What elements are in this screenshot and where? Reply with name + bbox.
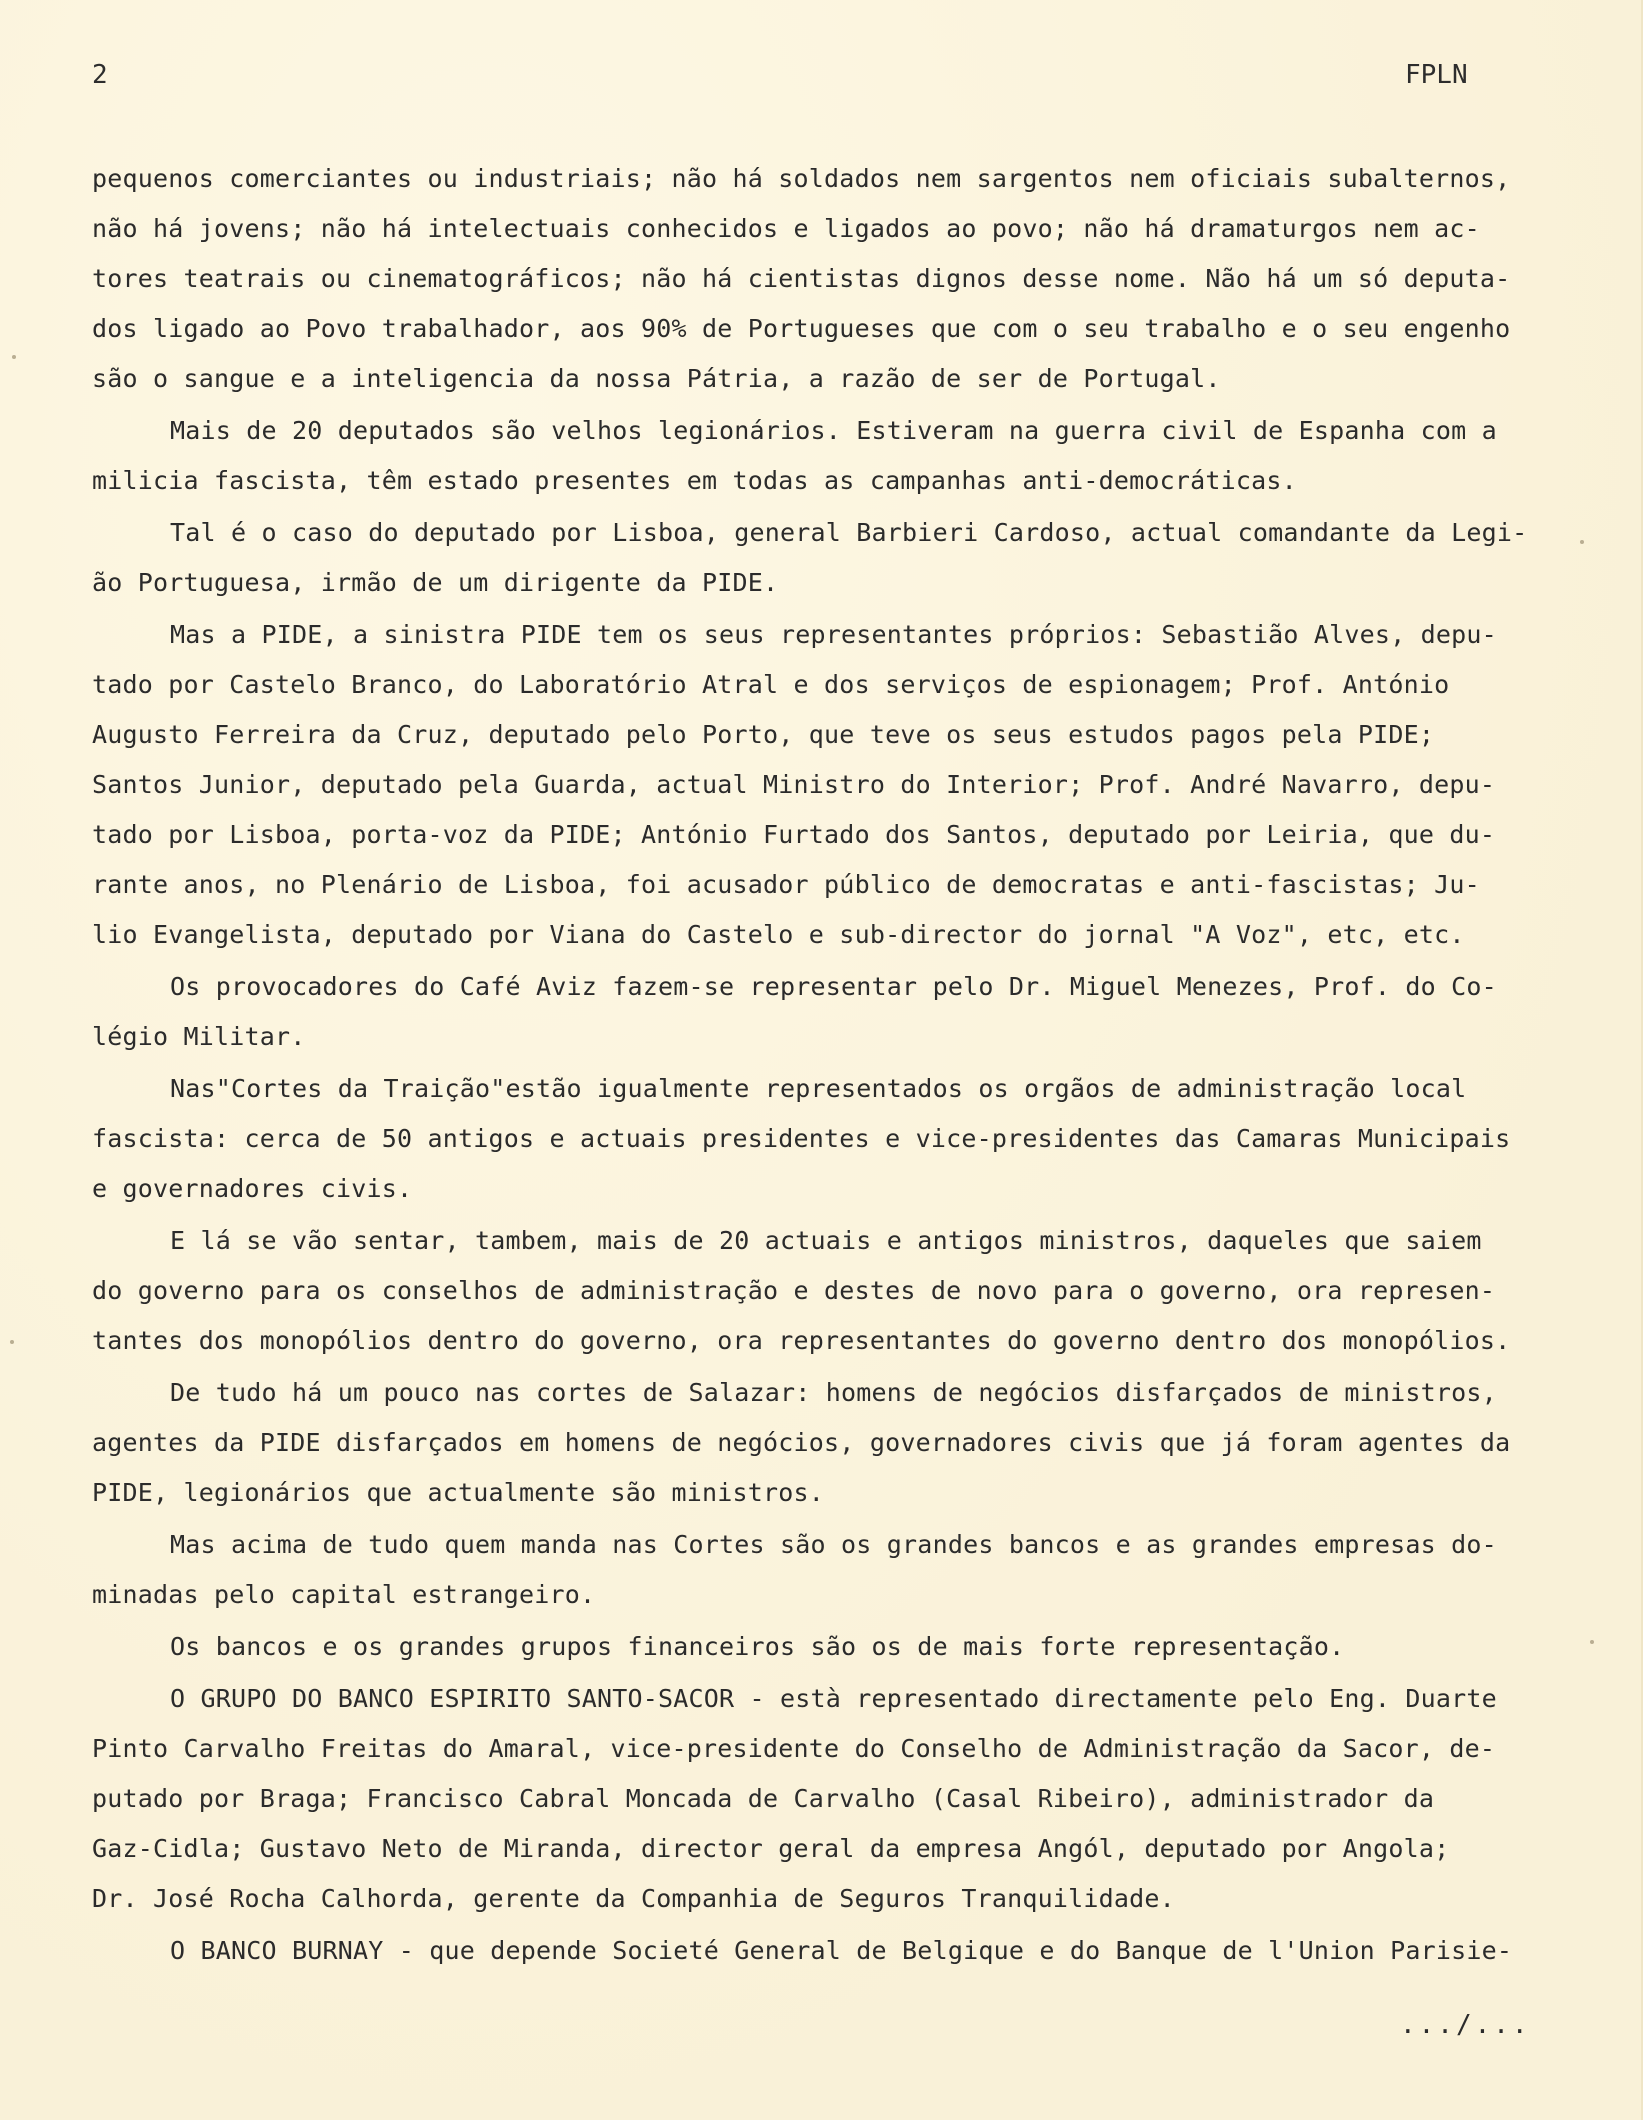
text-line: do governo para os conselhos de administração e destes de novo para o governo, ora represen- <box>92 1276 1496 1305</box>
text-line: Augusto Ferreira da Cruz, deputado pelo Porto, que teve os seus estudos pagos pela PIDE; <box>92 720 1435 749</box>
text-line: agentes da PIDE disfarçados em homens de negócios, governadores civis que já foram agentes da <box>92 1428 1511 1457</box>
paragraph-start: O GRUPO DO BANCO ESPIRITO SANTO-SACOR - està representado directamente pelo Eng. Duarte <box>170 1684 1497 1713</box>
paper-speck <box>1580 540 1584 544</box>
paragraph-start: Mas a PIDE, a sinistra PIDE tem os seus representantes próprios: Sebastião Alves, depu- <box>170 620 1497 649</box>
paragraph-start: De tudo há um pouco nas cortes de Salazar: homens de negócios disfarçados de ministros, <box>170 1378 1497 1407</box>
paragraph-start: Mas acima de tudo quem manda nas Cortes são os grandes bancos e as grandes empresas do- <box>170 1530 1497 1559</box>
text-line: tado por Lisboa, porta-voz da PIDE; António Furtado dos Santos, deputado por Leiria, que du- <box>92 820 1496 849</box>
text-line: PIDE, legionários que actualmente são ministros. <box>92 1478 825 1507</box>
organization-header: FPLN <box>1405 60 1468 90</box>
text-line: Gaz-Cidla; Gustavo Neto de Miranda, director geral da empresa Angól, deputado por Angola; <box>92 1834 1450 1863</box>
text-line: putado por Braga; Francisco Cabral Moncada de Carvalho (Casal Ribeiro), administrador da <box>92 1784 1435 1813</box>
text-line: minadas pelo capital estrangeiro. <box>92 1580 596 1609</box>
text-line: tado por Castelo Branco, do Laboratório Atral e dos serviços de espionagem; Prof. António <box>92 670 1450 699</box>
paragraph-start: Os bancos e os grandes grupos financeiros são os de mais forte representação. <box>170 1632 1345 1661</box>
paper-speck <box>10 1340 14 1344</box>
text-line: fascista: cerca de 50 antigos e actuais presidentes e vice-presidentes das Camaras Municipais <box>92 1124 1511 1153</box>
paragraph-start: Tal é o caso do deputado por Lisboa, general Barbieri Cardoso, actual comandante da Legi- <box>170 518 1528 547</box>
text-line: rante anos, no Plenário de Lisboa, foi acusador público de democratas e anti-fascistas; Ju- <box>92 870 1480 899</box>
text-line: tantes dos monopólios dentro do governo, ora representantes do governo dentro dos monopólios. <box>92 1326 1511 1355</box>
text-line: pequenos comerciantes ou industriais; não há soldados nem sargentos nem oficiais subalternos, <box>92 164 1511 193</box>
text-line: não há jovens; não há intelectuais conhecidos e ligados ao povo; não há dramaturgos nem ac- <box>92 214 1480 243</box>
text-line: légio Militar. <box>92 1022 306 1051</box>
continuation-mark: .../... <box>1400 2010 1531 2040</box>
paper-speck <box>1590 1640 1594 1644</box>
paragraph-start: O BANCO BURNAY - que depende Societé General de Belgique e do Banque de l'Union Parisie- <box>170 1936 1513 1965</box>
text-line: Santos Junior, deputado pela Guarda, actual Ministro do Interior; Prof. André Navarro, depu- <box>92 770 1496 799</box>
text-line: Pinto Carvalho Freitas do Amaral, vice-presidente do Conselho de Administração da Sacor, de- <box>92 1734 1496 1763</box>
text-line: milicia fascista, têm estado presentes em todas as campanhas anti-democráticas. <box>92 466 1297 495</box>
paper-speck <box>12 355 16 359</box>
text-line: dos ligado ao Povo trabalhador, aos 90% de Portugueses que com o seu trabalho e o seu engenho <box>92 314 1511 343</box>
text-line: são o sangue e a inteligencia da nossa Pátria, a razão de ser de Portugal. <box>92 364 1221 393</box>
text-line: lio Evangelista, deputado por Viana do Castelo e sub-director do jornal "A Voz", etc, etc. <box>92 920 1465 949</box>
text-line: tores teatrais ou cinematográficos; não há cientistas dignos desse nome. Não há um só deputa- <box>92 264 1511 293</box>
paragraph-start: Os provocadores do Café Aviz fazem-se representar pelo Dr. Miguel Menezes, Prof. do Co- <box>170 972 1497 1001</box>
text-line: e governadores civis. <box>92 1174 413 1203</box>
text-line: ão Portuguesa, irmão de um dirigente da PIDE. <box>92 568 779 597</box>
page-number: 2 <box>92 60 108 90</box>
paragraph-start: Mais de 20 deputados são velhos legionários. Estiveram na guerra civil de Espanha com a <box>170 416 1497 445</box>
paragraph-start: E lá se vão sentar, tambem, mais de 20 actuais e antigos ministros, daqueles que saiem <box>170 1226 1482 1255</box>
text-line: Dr. José Rocha Calhorda, gerente da Companhia de Seguros Tranquilidade. <box>92 1884 1175 1913</box>
paragraph-start: Nas"Cortes da Traição"estão igualmente representados os orgãos de administração local <box>170 1074 1467 1103</box>
